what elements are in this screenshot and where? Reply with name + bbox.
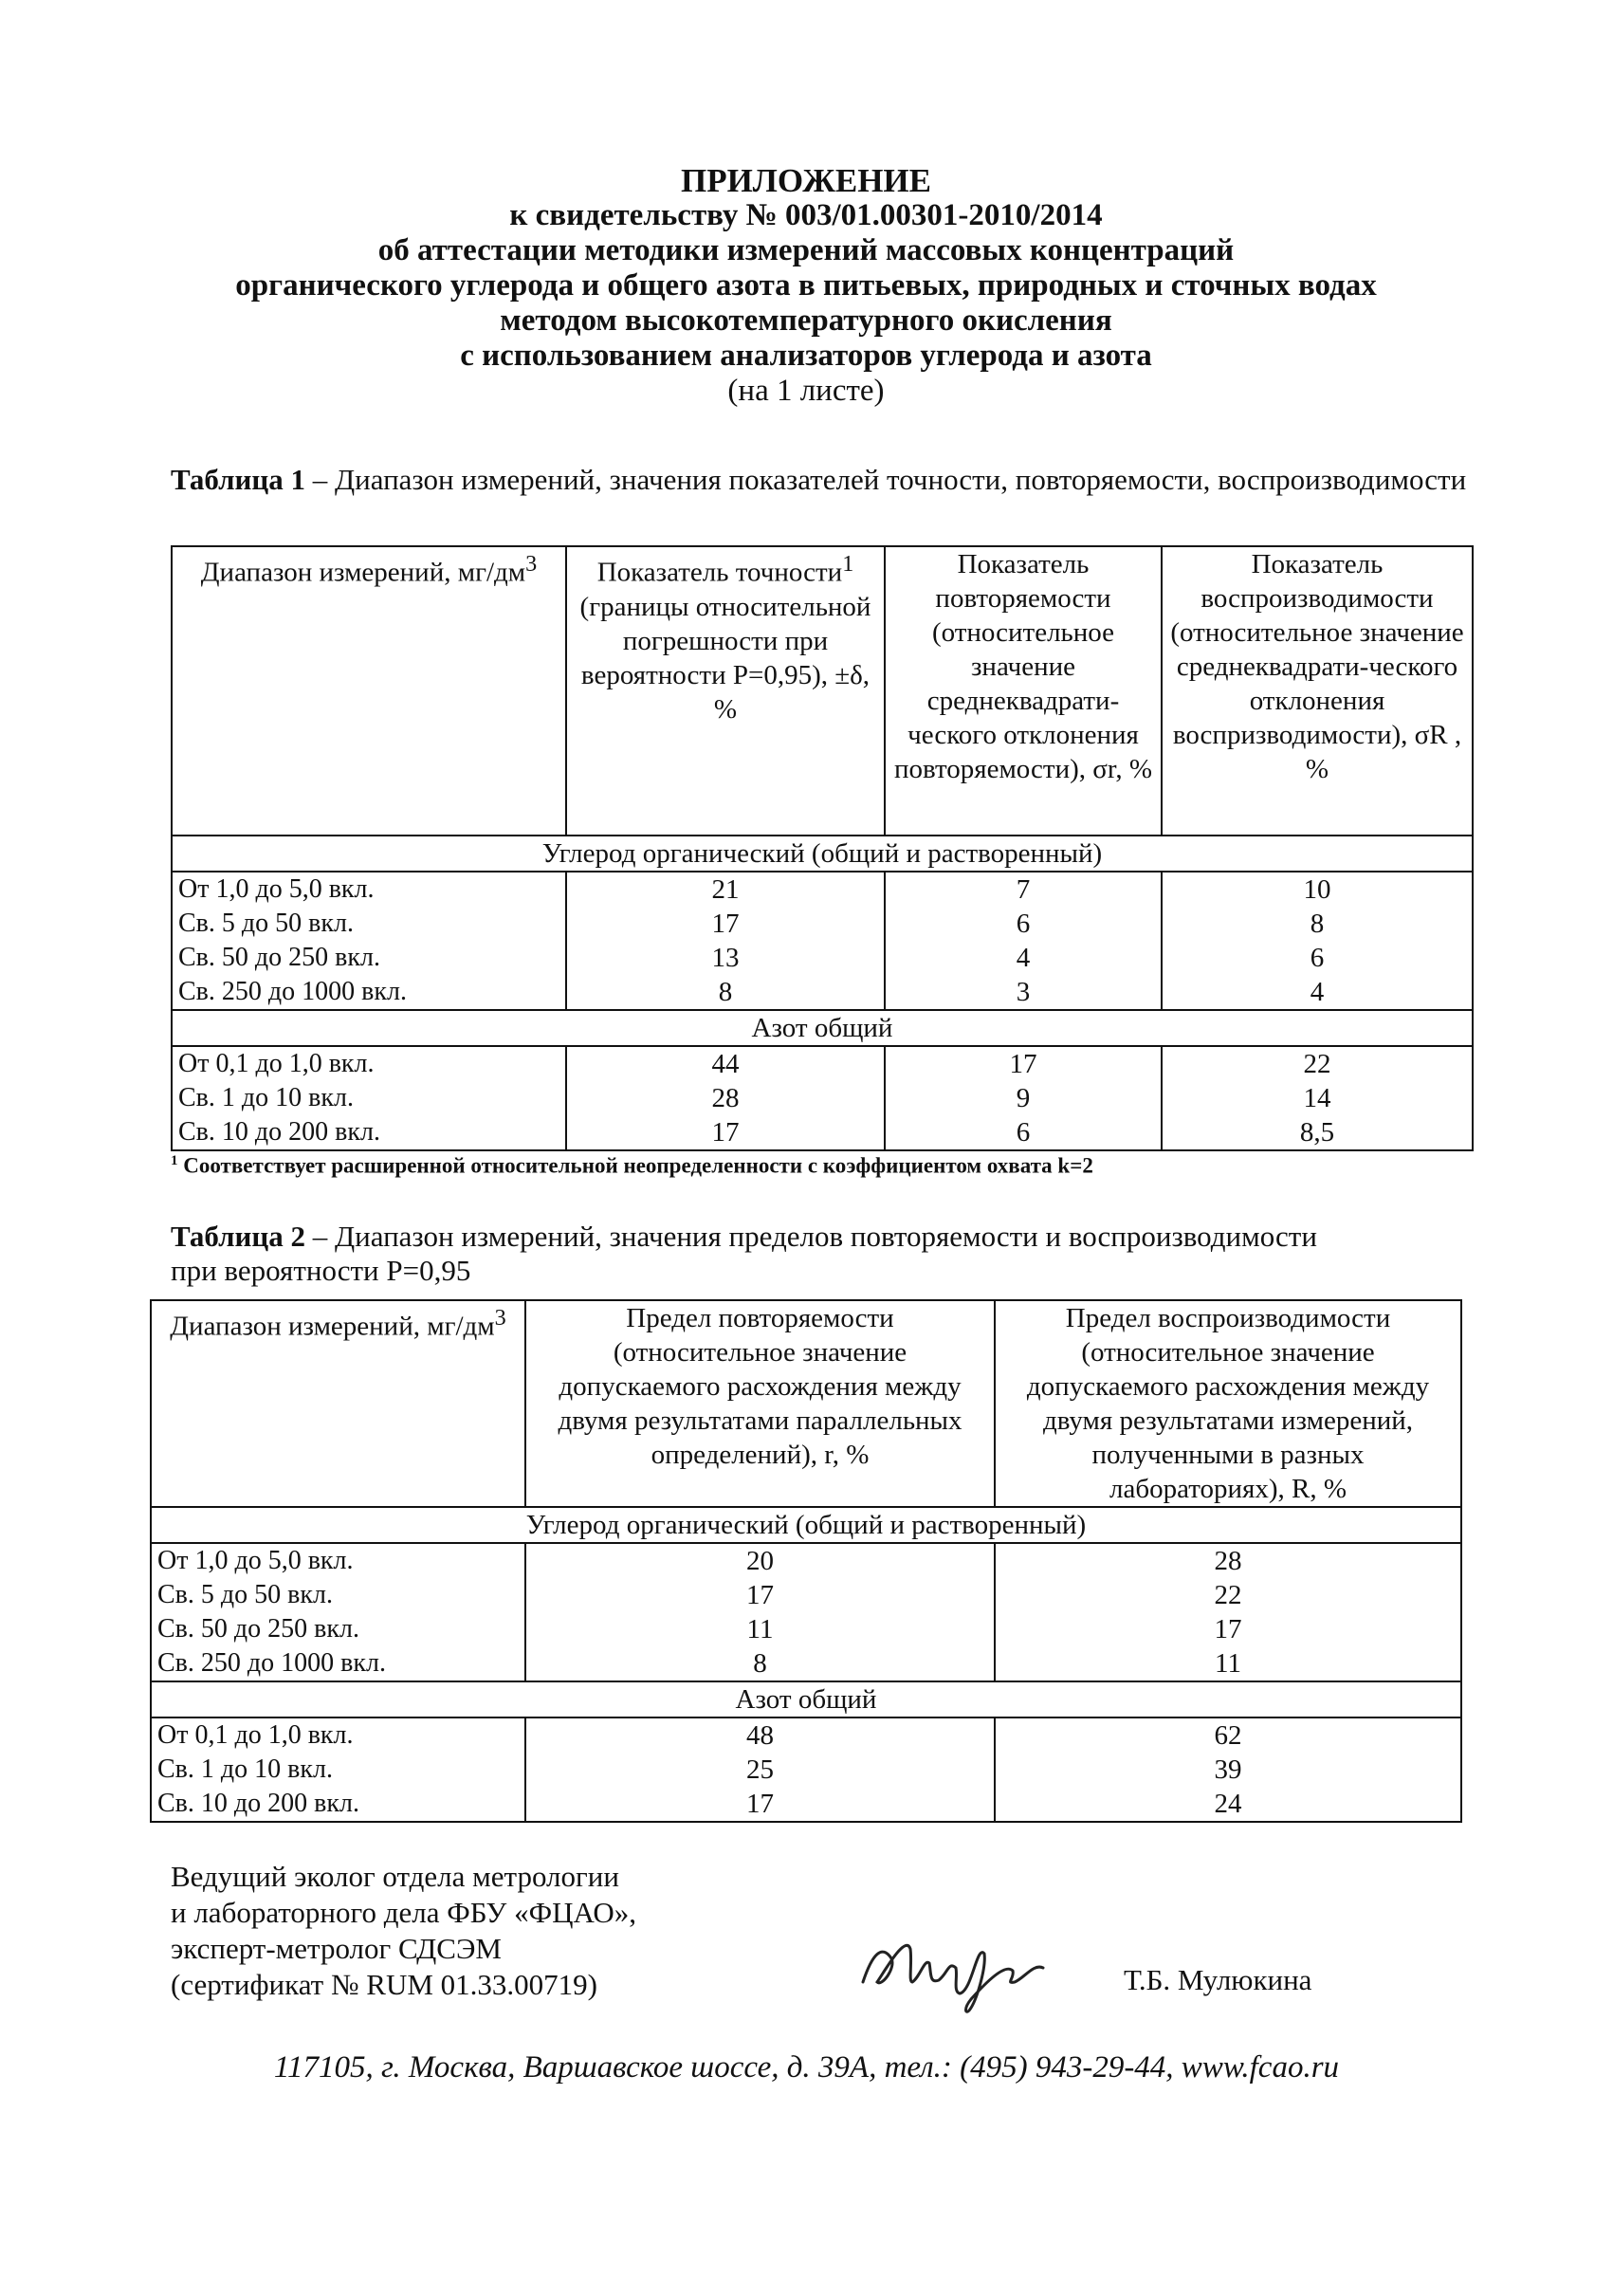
table-row: Св. 1 до 10 вкл. 25 39 [151, 1753, 1461, 1787]
table1-footnote: $^1$ Соответствует расширенной относительной неопределенности с коэффициентом охвата k=2 [171, 1153, 1093, 1178]
table-row: Св. 10 до 200 вкл. 17 24 [151, 1787, 1461, 1822]
table2-label: Таблица 2 [171, 1220, 305, 1253]
organization-address: 117105, г. Москва, Варшавское шоссе, д. 39А, тел.: (495) 943-29-44, www.fcao.ru [273, 2050, 1340, 2085]
header-line: об аттестации методики измерений массовых концентраций [377, 233, 1235, 267]
signatory-name: Т.Б. Мулюкина [1124, 1963, 1312, 1996]
handwritten-signature [853, 1916, 1100, 2020]
table-row: Св. 1 до 10 вкл. 28 9 14 [172, 1081, 1473, 1115]
certificate-number: к свидетельству № 003/01.00301-2010/2014 [509, 198, 1103, 232]
table-row: От 1,0 до 5,0 вкл. 20 28 [151, 1543, 1461, 1578]
column-header-reproducibility-limit: Предел воспроизводимости (относительное значение допускаемого расхождения между двумя результатами измерений, полученными в разных лабораториях), R, % [995, 1300, 1461, 1507]
section-header-nitrogen: Азот общий [172, 1010, 1473, 1046]
table-row: Св. 250 до 1000 вкл. 8 3 4 [172, 975, 1473, 1010]
document-title: ПРИЛОЖЕНИЕ [680, 162, 931, 199]
signatory-block [171, 1859, 636, 2003]
header-line: с использованием анализаторов углерода и азота [460, 339, 1152, 373]
section-header-carbon: Углерод органический (общий и растворенный) [172, 836, 1473, 872]
page-count: (на 1 листе) [727, 374, 885, 408]
header-line: методом высокотемпературного окисления [500, 303, 1112, 338]
table2-caption-text: – Диапазон измерений, значения пределов повторяемости и воспроизводимости при вероятности Р=0,95 [171, 1220, 1317, 1287]
header-line: органического углерода и общего азота в питьевых, природных и сточных водах [235, 268, 1377, 303]
column-header-repeatability: Показатель повторяемости (относительное значение среднеквадрати-ческого отклонения повторяемости), σr, % [885, 546, 1162, 836]
signatory-position: и лабораторного дела ФБУ «ФЦАО», [171, 1896, 636, 1929]
table2 [150, 1299, 1462, 1823]
section-header-nitrogen: Азот общий [151, 1681, 1461, 1717]
table-row: Св. 5 до 50 вкл. 17 22 [151, 1578, 1461, 1612]
column-header-accuracy: Показатель точности$^1$ (границы относительной погрешности при вероятности Р=0,95), ±δ, % [566, 546, 885, 836]
table-row: Св. 50 до 250 вкл. 11 17 [151, 1612, 1461, 1646]
document-header [142, 163, 1470, 409]
section-header-carbon: Углерод органический (общий и растворенный) [151, 1507, 1461, 1543]
table-row: От 0,1 до 1,0 вкл. 48 62 [151, 1717, 1461, 1753]
column-header-range: Диапазон измерений, $мг/дм^3$ [151, 1300, 525, 1507]
table-row: От 1,0 до 5,0 вкл. 21 7 10 [172, 872, 1473, 907]
table2-caption [171, 1220, 1356, 1288]
table1 [171, 545, 1474, 1151]
column-header-reproducibility: Показатель воспроизводимости (относительное значение среднеквадрати-ческого отклонения воспризводимости), σR , % [1162, 546, 1473, 836]
table-row: Св. 10 до 200 вкл. 17 6 8,5 [172, 1115, 1473, 1150]
table-row: От 0,1 до 1,0 вкл. 44 17 22 [172, 1046, 1473, 1081]
signatory-position: эксперт-метролог СДСЭМ [171, 1932, 502, 1965]
table-row: Св. 250 до 1000 вкл. 8 11 [151, 1646, 1461, 1681]
column-header-repeatability-limit: Предел повторяемости (относительное значение допускаемого расхождения между двумя результатами параллельных определений), r, % [525, 1300, 995, 1507]
signatory-certificate: (сертификат № RUM 01.33.00719) [171, 1968, 597, 2001]
table1-caption-text: – Диапазон измерений, значения показателей точности, повторяемости, воспроизводимости [305, 463, 1467, 496]
table-row: Св. 5 до 50 вкл. 17 6 8 [172, 907, 1473, 941]
table-row: Св. 50 до 250 вкл. 13 4 6 [172, 941, 1473, 975]
column-header-range: Диапазон измерений, $мг/дм^3$ [172, 546, 566, 836]
signatory-position: Ведущий эколог отдела метрологии [171, 1860, 619, 1893]
table1-caption [171, 463, 1470, 497]
table1-label: Таблица 1 [171, 463, 305, 496]
